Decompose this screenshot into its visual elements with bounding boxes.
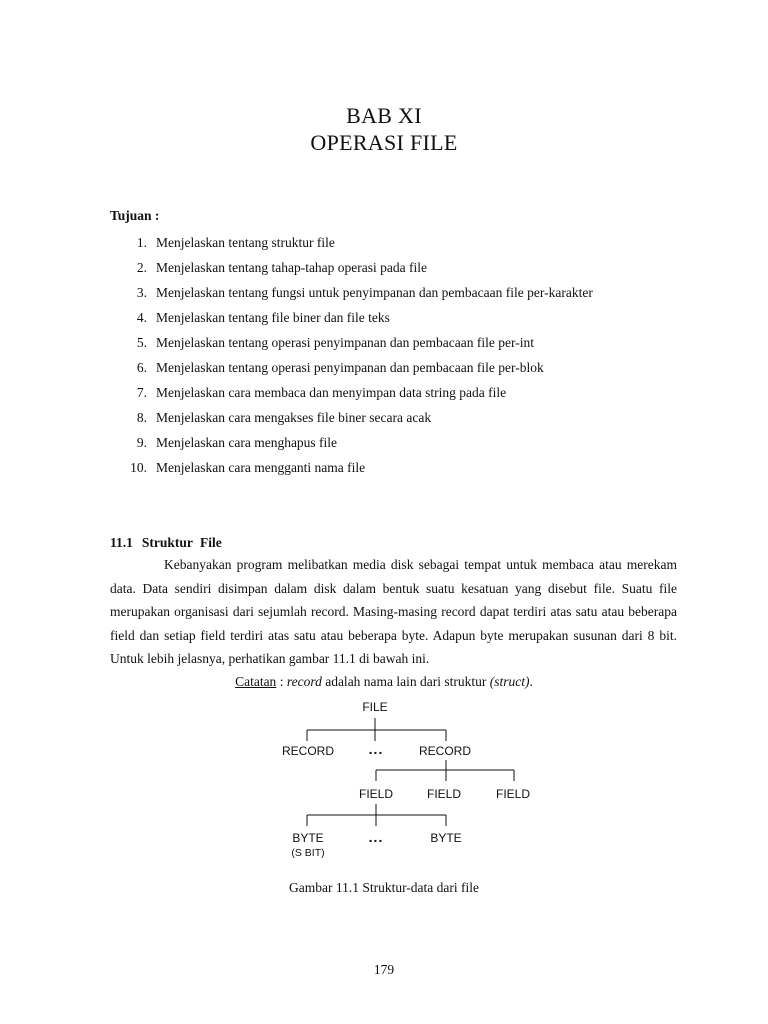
chapter-title: OPERASI FILE (310, 130, 458, 155)
objective-text: Menjelaskan tentang file biner dan file teks (156, 309, 390, 325)
figure-caption: Gambar 11.1 Struktur-data dari file (288, 880, 480, 895)
objective-number: 6. (136, 360, 147, 376)
diagram-field-label: FIELD (358, 787, 394, 801)
note-end: . (529, 674, 533, 689)
note-struct: (struct) (489, 674, 530, 689)
section-number: 11.1 (110, 535, 133, 550)
note-term: record (286, 674, 322, 689)
objective-number: 7. (136, 385, 147, 401)
objective-number: 1. (136, 234, 147, 250)
diagram-record-right-label: RECORD (418, 744, 472, 758)
section-paragraph: Kebanyakan program melibatkan media disk sebagai tempat untuk membaca atau merekam data. Data sendiri disimpan dalam disk dalam bentuk suatu kesatuan yang disebut file. Suatu file merupakan organisasi dari sejumlah record. Masing-masing record dapat terdiri atas satu atau beberapa field dan setiap field terdiri atas satu atau beberapa byte. Adapun byte merupakan susunan dari 8 bit. Untuk lebih jelasnya, perhatikan gambar 11.1 di bawah ini. (110, 557, 677, 667)
objective-number: 10. (130, 460, 147, 476)
objective-text: Menjelaskan tentang struktur file (156, 234, 335, 250)
objective-text: Menjelaskan tentang fungsi untuk penyimpanan dan pembacaan file per-karakter (156, 284, 593, 300)
diagram-connectors (307, 718, 514, 826)
diagram-byte-left-label: BYTE (292, 831, 324, 845)
diagram-ellipsis: ... (368, 829, 384, 845)
section-title: Struktur File (141, 535, 222, 550)
diagram-file-label: FILE (362, 700, 388, 714)
objective-number: 9. (136, 435, 147, 451)
chapter-number: BAB XI (346, 103, 422, 128)
objective-number: 5. (136, 334, 147, 350)
objective-text: Menjelaskan cara membaca dan menyimpan data string pada file (156, 385, 507, 401)
diagram-ellipsis: ... (368, 741, 384, 757)
diagram-field-label: FIELD (495, 787, 531, 801)
objective-number: 2. (136, 259, 147, 275)
objective-text: Menjelaskan cara menghapus file (156, 435, 338, 451)
objective-text: Menjelaskan cara mengganti nama file (156, 460, 366, 476)
diagram-byte-right-label: BYTE (430, 831, 462, 845)
objective-number: 3. (136, 284, 147, 300)
objective-text: Menjelaskan tentang operasi penyimpanan dan pembacaan file per-int (156, 334, 534, 350)
note-separator: : (276, 674, 287, 689)
objective-number: 4. (136, 309, 147, 325)
objective-text: Menjelaskan cara mengakses file biner secara acak (156, 410, 432, 426)
objective-text: Menjelaskan tentang tahap-tahap operasi pada file (156, 259, 428, 275)
page-number: 179 (373, 962, 395, 977)
diagram-byte-bits-label: (S BIT) (291, 847, 325, 859)
diagram-field-label: FIELD (426, 787, 462, 801)
objectives-heading: Tujuan : (110, 208, 160, 223)
objective-number: 8. (136, 410, 147, 426)
objective-text: Menjelaskan tentang operasi penyimpanan dan pembacaan file per-blok (156, 360, 544, 376)
diagram-record-left-label: RECORD (281, 744, 335, 758)
note-text: adalah nama lain dari struktur (321, 674, 490, 689)
note-label: Catatan (235, 674, 277, 689)
